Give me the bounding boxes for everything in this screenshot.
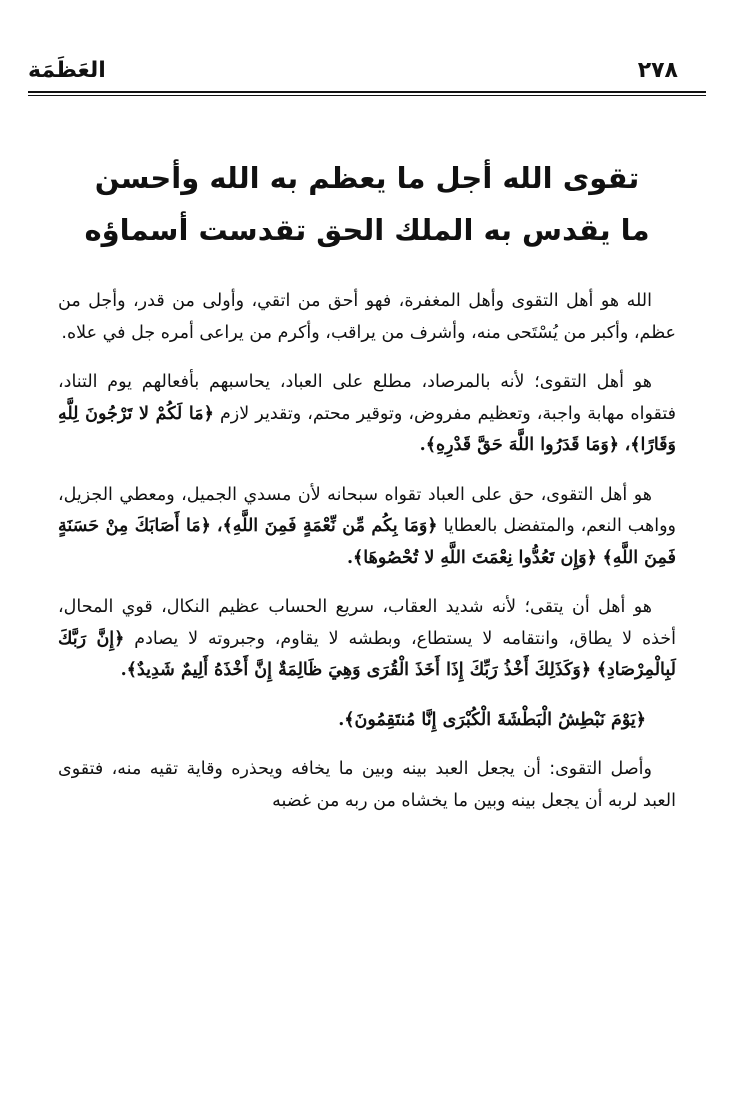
paragraph-text: هو أهل أن يتقى؛ لأنه شديد العقاب، سريع الحساب عظيم النكال، قوي المحال، أخذه لا يطاق، وانتقامه لا يستطاع، وبطشه لا يقاوم، وجبروته لا يصادم — [58, 597, 676, 649]
paragraph-text: هو أهل التقوى؛ لأنه بالمرصاد، مطلع على العباد، يحاسبهم بأفعالهم يوم التناد، فتقواه مهابة واجبة، وتعظيم مفروض، وتوقير محتم، وتقدير لازم — [58, 372, 676, 424]
quran-verse: ﴿يَوْمَ نَبْطِشُ الْبَطْشَةَ الْكُبْرَى إِنَّا مُنتَقِمُونَ﴾. — [338, 709, 646, 730]
header-rule — [28, 91, 706, 93]
section-heading — [40, 152, 694, 256]
paragraph-text: وأصل التقوى: أن يجعل العبد بينه وبين ما يخافه ويحذره وقاية تقيه منه، فتقوى العبد لربه أن يجعل بينه وبين ما يخشاه من ربه من غضبه — [58, 759, 676, 811]
body-text — [58, 286, 676, 835]
paragraph-text: الله هو أهل التقوى وأهل المغفرة، فهو أحق من اتقي، وأولى من قدر، وأجل من عظم، وأكبر من يُسْتَحى منه، وأشرف من يراقب، وأكرم من يراعى أمره جل في علاه. — [58, 291, 676, 343]
quran-verse: ﴿وَإِن تَعُدُّوا نِعْمَتَ اللَّهِ لا تُحْصُوهَا﴾. — [346, 547, 597, 568]
quran-verse: ﴿إِنَّ رَبَّكَ لَبِالْمِرْصَادِ﴾ — [58, 628, 676, 680]
paragraph-text: هو أهل التقوى، حق على العباد تقواه سبحانه لأن مسدي الجميل، ومعطي الجزيل، وواهب النعم، والمتفضل بالعطايا — [58, 484, 676, 536]
quran-verse: ﴿مَا لَكُمْ لا تَرْجُونَ لِلَّهِ وَقَارًا﴾، — [58, 403, 676, 455]
paragraph-3 — [58, 480, 676, 575]
quran-verse: ﴿مَا أَصَابَكَ مِنْ حَسَنَةٍ فَمِنَ اللَّهِ﴾ — [58, 516, 676, 568]
page-header — [28, 58, 706, 90]
paragraph-1 — [58, 286, 676, 349]
heading-line-2: ما يقدس به الملك الحق تقدست أسماؤه — [84, 213, 650, 247]
page-number: ٢٧٨ — [637, 58, 678, 83]
paragraph-2 — [58, 367, 676, 462]
paragraph-4 — [58, 592, 676, 687]
quran-verse: ﴿وَمَا قَدَرُوا اللَّهَ حَقَّ قَدْرِهِ﴾. — [419, 435, 620, 455]
quran-verse: ﴿وَمَا بِكُم مِّن نِّعْمَةٍ فَمِنَ اللَّهِ﴾، — [216, 516, 438, 536]
running-title: العَظَمَة — [28, 58, 106, 83]
header-rule-thin — [28, 95, 706, 96]
paragraph-6 — [58, 754, 676, 817]
heading-line-1: تقوى الله أجل ما يعظم به الله وأحسن — [94, 161, 640, 195]
quran-verse: ﴿وَكَذَلِكَ أَخْذُ رَبِّكَ إِذَا أَخَذَ الْقُرَى وَهِيَ ظَالِمَةٌ إِنَّ أَخْذَهُ أَلِيمٌ شَدِيدٌ﴾. — [120, 660, 592, 680]
paragraph-5 — [58, 705, 676, 737]
